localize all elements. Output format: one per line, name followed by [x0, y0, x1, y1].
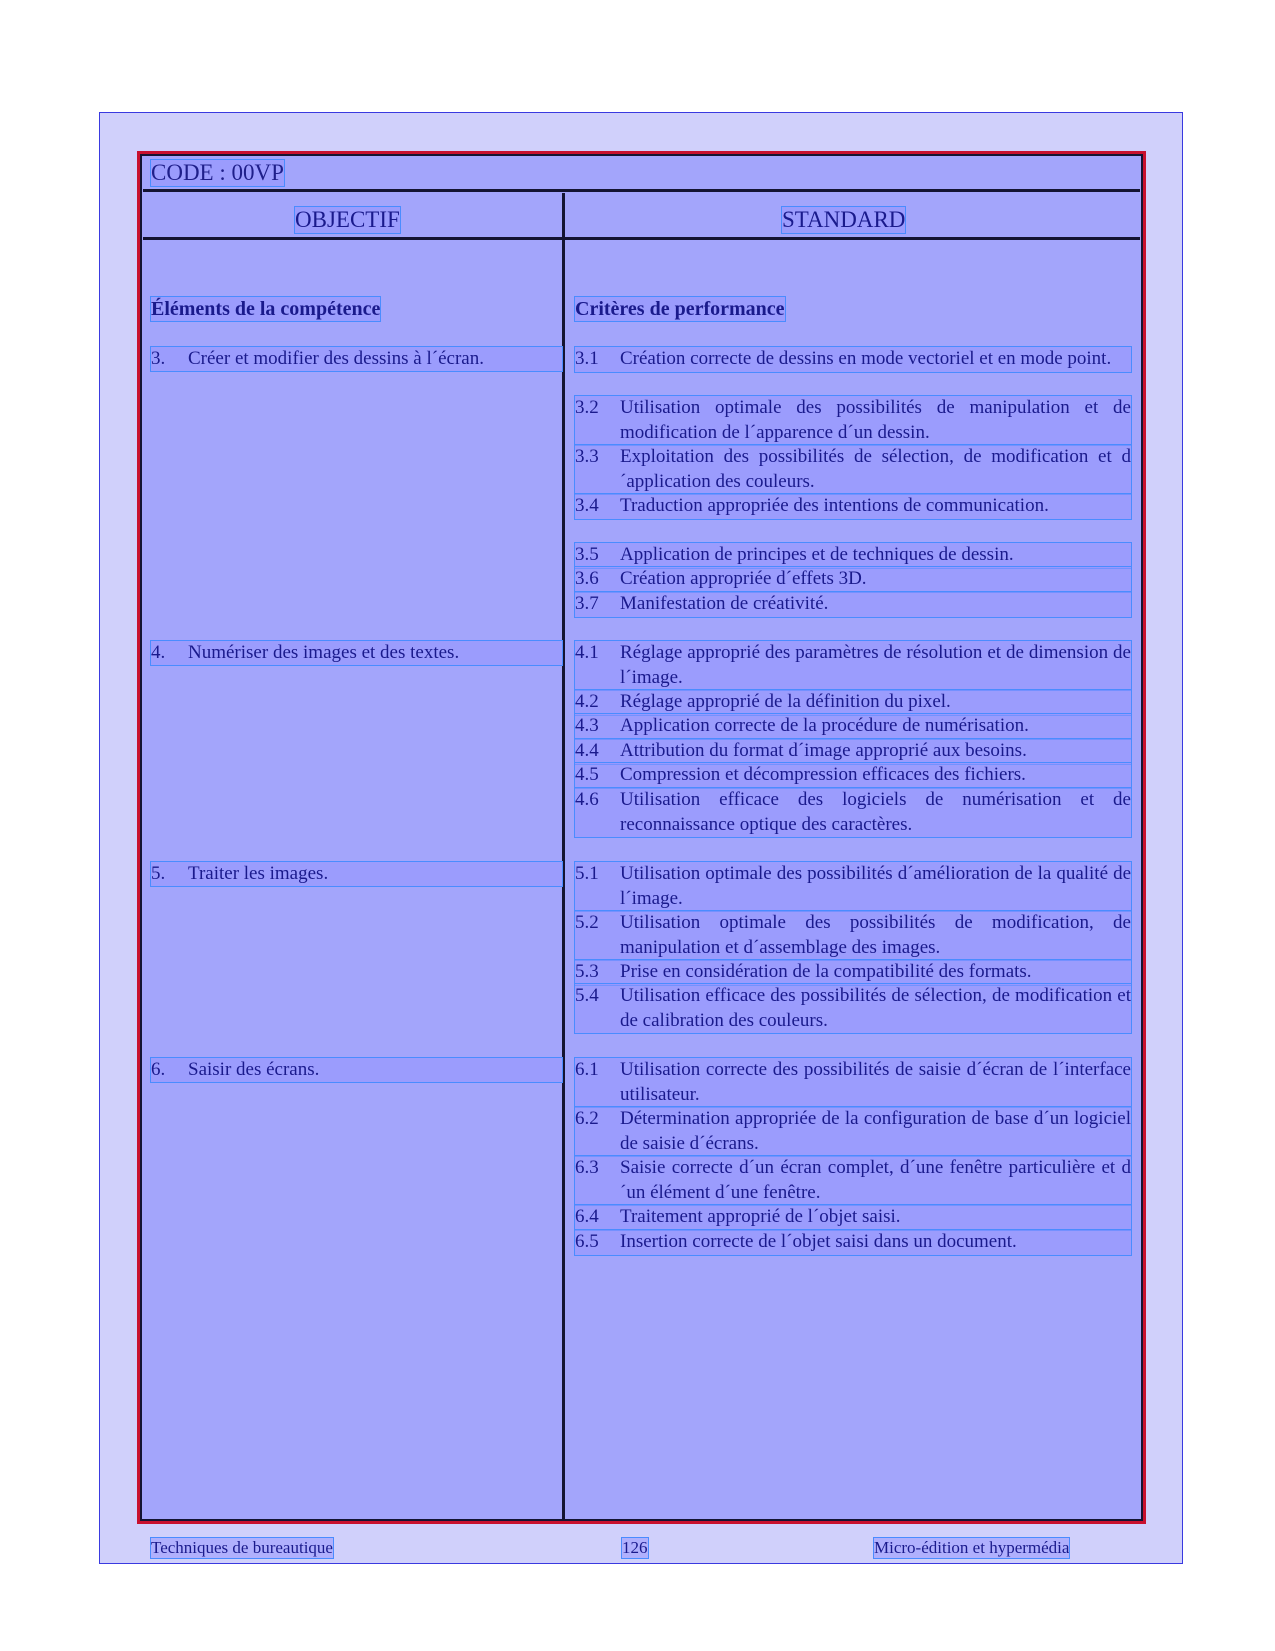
- criterion-text: Insertion correcte de l´objet saisi dans un document.: [620, 1231, 1017, 1252]
- criterion-row: [575, 960, 1131, 985]
- criterion-text: Réglage approprié de la définition du pixel.: [620, 691, 951, 712]
- element-text: Traiter les images.: [188, 863, 329, 884]
- criterion-text: Réglage approprié des paramètres de résolution et de dimension de l´image.: [620, 642, 1131, 688]
- criterion-row: [575, 690, 1131, 715]
- criterion-text: Saisie correcte d´un écran complet, d´une fenêtre particulière et d´un élément d´une fenêtre.: [620, 1157, 1131, 1203]
- criterion-text: Application de principes et de techniques de dessin.: [620, 544, 1014, 565]
- criterion-row: [575, 984, 1131, 1033]
- criterion-text: Application correcte de la procédure de numérisation.: [620, 715, 1029, 736]
- criterion-text: Compression et décompression efficaces des fichiers.: [620, 764, 1026, 785]
- criterion-row: [575, 445, 1131, 494]
- criterion-number: 6.1: [575, 1059, 599, 1080]
- element-text: Créer et modifier des dessins à l´écran.: [188, 348, 484, 369]
- table-rule-header: [143, 237, 1140, 240]
- criterion-text: Prise en considération de la compatibilité des formats.: [620, 961, 1032, 982]
- criterion-row: [575, 763, 1131, 788]
- criterion-text: Utilisation optimale des possibilités de manipulation et de modification de l´apparence d´un dessin.: [620, 397, 1131, 443]
- criterion-row: [575, 494, 1131, 519]
- criterion-text: Manifestation de créativité.: [620, 593, 829, 614]
- criterion-number: 3.6: [575, 568, 599, 589]
- element-number: 4.: [151, 642, 166, 663]
- element-row: [151, 347, 562, 371]
- criterion-row: [575, 396, 1131, 445]
- criterion-number: 5.1: [575, 863, 599, 884]
- criterion-text: Utilisation correcte des possibilités de saisie d´écran de l´interface utilisateur.: [620, 1059, 1131, 1105]
- criterion-number: 4.6: [575, 789, 599, 810]
- criterion-text: Création appropriée d´effets 3D.: [620, 568, 867, 589]
- criterion-row: [575, 1205, 1131, 1230]
- element-text: Numériser des images et des textes.: [188, 642, 460, 663]
- criterion-row: [575, 1230, 1131, 1255]
- criterion-number: 3.3: [575, 446, 599, 467]
- criterion-row: [575, 641, 1131, 690]
- table-rule-top: [143, 189, 1140, 192]
- criterion-row: [575, 739, 1131, 764]
- criterion-number: 4.2: [575, 691, 599, 712]
- criterion-row: [575, 911, 1131, 960]
- criterion-text: Création correcte de dessins en mode vectoriel et en mode point.: [620, 348, 1112, 369]
- page-number: 126: [622, 1538, 648, 1557]
- criterion-number: 3.4: [575, 495, 599, 516]
- criterion-text: Attribution du format d´image approprié aux besoins.: [620, 740, 1027, 761]
- criterion-number: 6.5: [575, 1231, 599, 1252]
- element-row: [151, 1058, 562, 1082]
- criterion-number: 6.4: [575, 1206, 599, 1227]
- criterion-row: [575, 347, 1131, 372]
- criterion-text: Utilisation efficace des logiciels de numérisation et de reconnaissance optique des caractères.: [620, 789, 1131, 835]
- criterion-text: Utilisation efficace des possibilités de sélection, de modification et de calibration des couleurs.: [620, 985, 1131, 1031]
- element-number: 5.: [151, 863, 166, 884]
- criterion-number: 4.5: [575, 764, 599, 785]
- criterion-row: [575, 567, 1131, 592]
- criterion-row: [575, 788, 1131, 837]
- subheader-elements: Éléments de la compétence: [151, 298, 381, 320]
- criterion-number: 5.2: [575, 912, 599, 933]
- criterion-number: 5.3: [575, 961, 599, 982]
- element-row: [151, 641, 562, 665]
- subheader-criteres: Critères de performance: [575, 298, 785, 320]
- criterion-number: 6.3: [575, 1157, 599, 1178]
- criterion-text: Traduction appropriée des intentions de communication.: [620, 495, 1049, 516]
- criterion-number: 4.4: [575, 740, 599, 761]
- column-header-standard: STANDARD: [782, 207, 906, 232]
- criterion-number: 4.1: [575, 642, 599, 663]
- element-row: [151, 862, 562, 886]
- criterion-number: 6.2: [575, 1108, 599, 1129]
- criterion-text: Utilisation optimale des possibilités de modification, de manipulation et d´assemblage des images.: [620, 912, 1131, 958]
- code-label: CODE : 00VP: [151, 160, 284, 185]
- criterion-text: Exploitation des possibilités de sélection, de modification et d´application des couleurs.: [620, 446, 1131, 492]
- footer-left: Techniques de bureautique: [151, 1538, 333, 1557]
- column-divider: [562, 193, 565, 1519]
- criterion-number: 3.7: [575, 593, 599, 614]
- criterion-number: 5.4: [575, 985, 599, 1006]
- criterion-text: Utilisation optimale des possibilités d´amélioration de la qualité de l´image.: [620, 863, 1131, 909]
- criterion-row: [575, 1107, 1131, 1156]
- criterion-number: 3.1: [575, 348, 599, 369]
- criterion-text: Détermination appropriée de la configuration de base d´un logiciel de saisie d´écrans.: [620, 1108, 1131, 1154]
- criterion-text: Traitement approprié de l´objet saisi.: [620, 1206, 901, 1227]
- element-text: Saisir des écrans.: [188, 1059, 320, 1080]
- criterion-number: 3.2: [575, 397, 599, 418]
- element-number: 6.: [151, 1059, 166, 1080]
- element-number: 3.: [151, 348, 166, 369]
- criterion-row: [575, 592, 1131, 617]
- column-header-objectif: OBJECTIF: [295, 207, 400, 232]
- criterion-row: [575, 1058, 1131, 1107]
- criterion-number: 3.5: [575, 544, 599, 565]
- criterion-number: 4.3: [575, 715, 599, 736]
- footer-right: Micro-édition et hypermédia: [874, 1538, 1070, 1557]
- criterion-row: [575, 714, 1131, 739]
- criterion-row: [575, 862, 1131, 911]
- criterion-row: [575, 1156, 1131, 1205]
- criterion-row: [575, 543, 1131, 568]
